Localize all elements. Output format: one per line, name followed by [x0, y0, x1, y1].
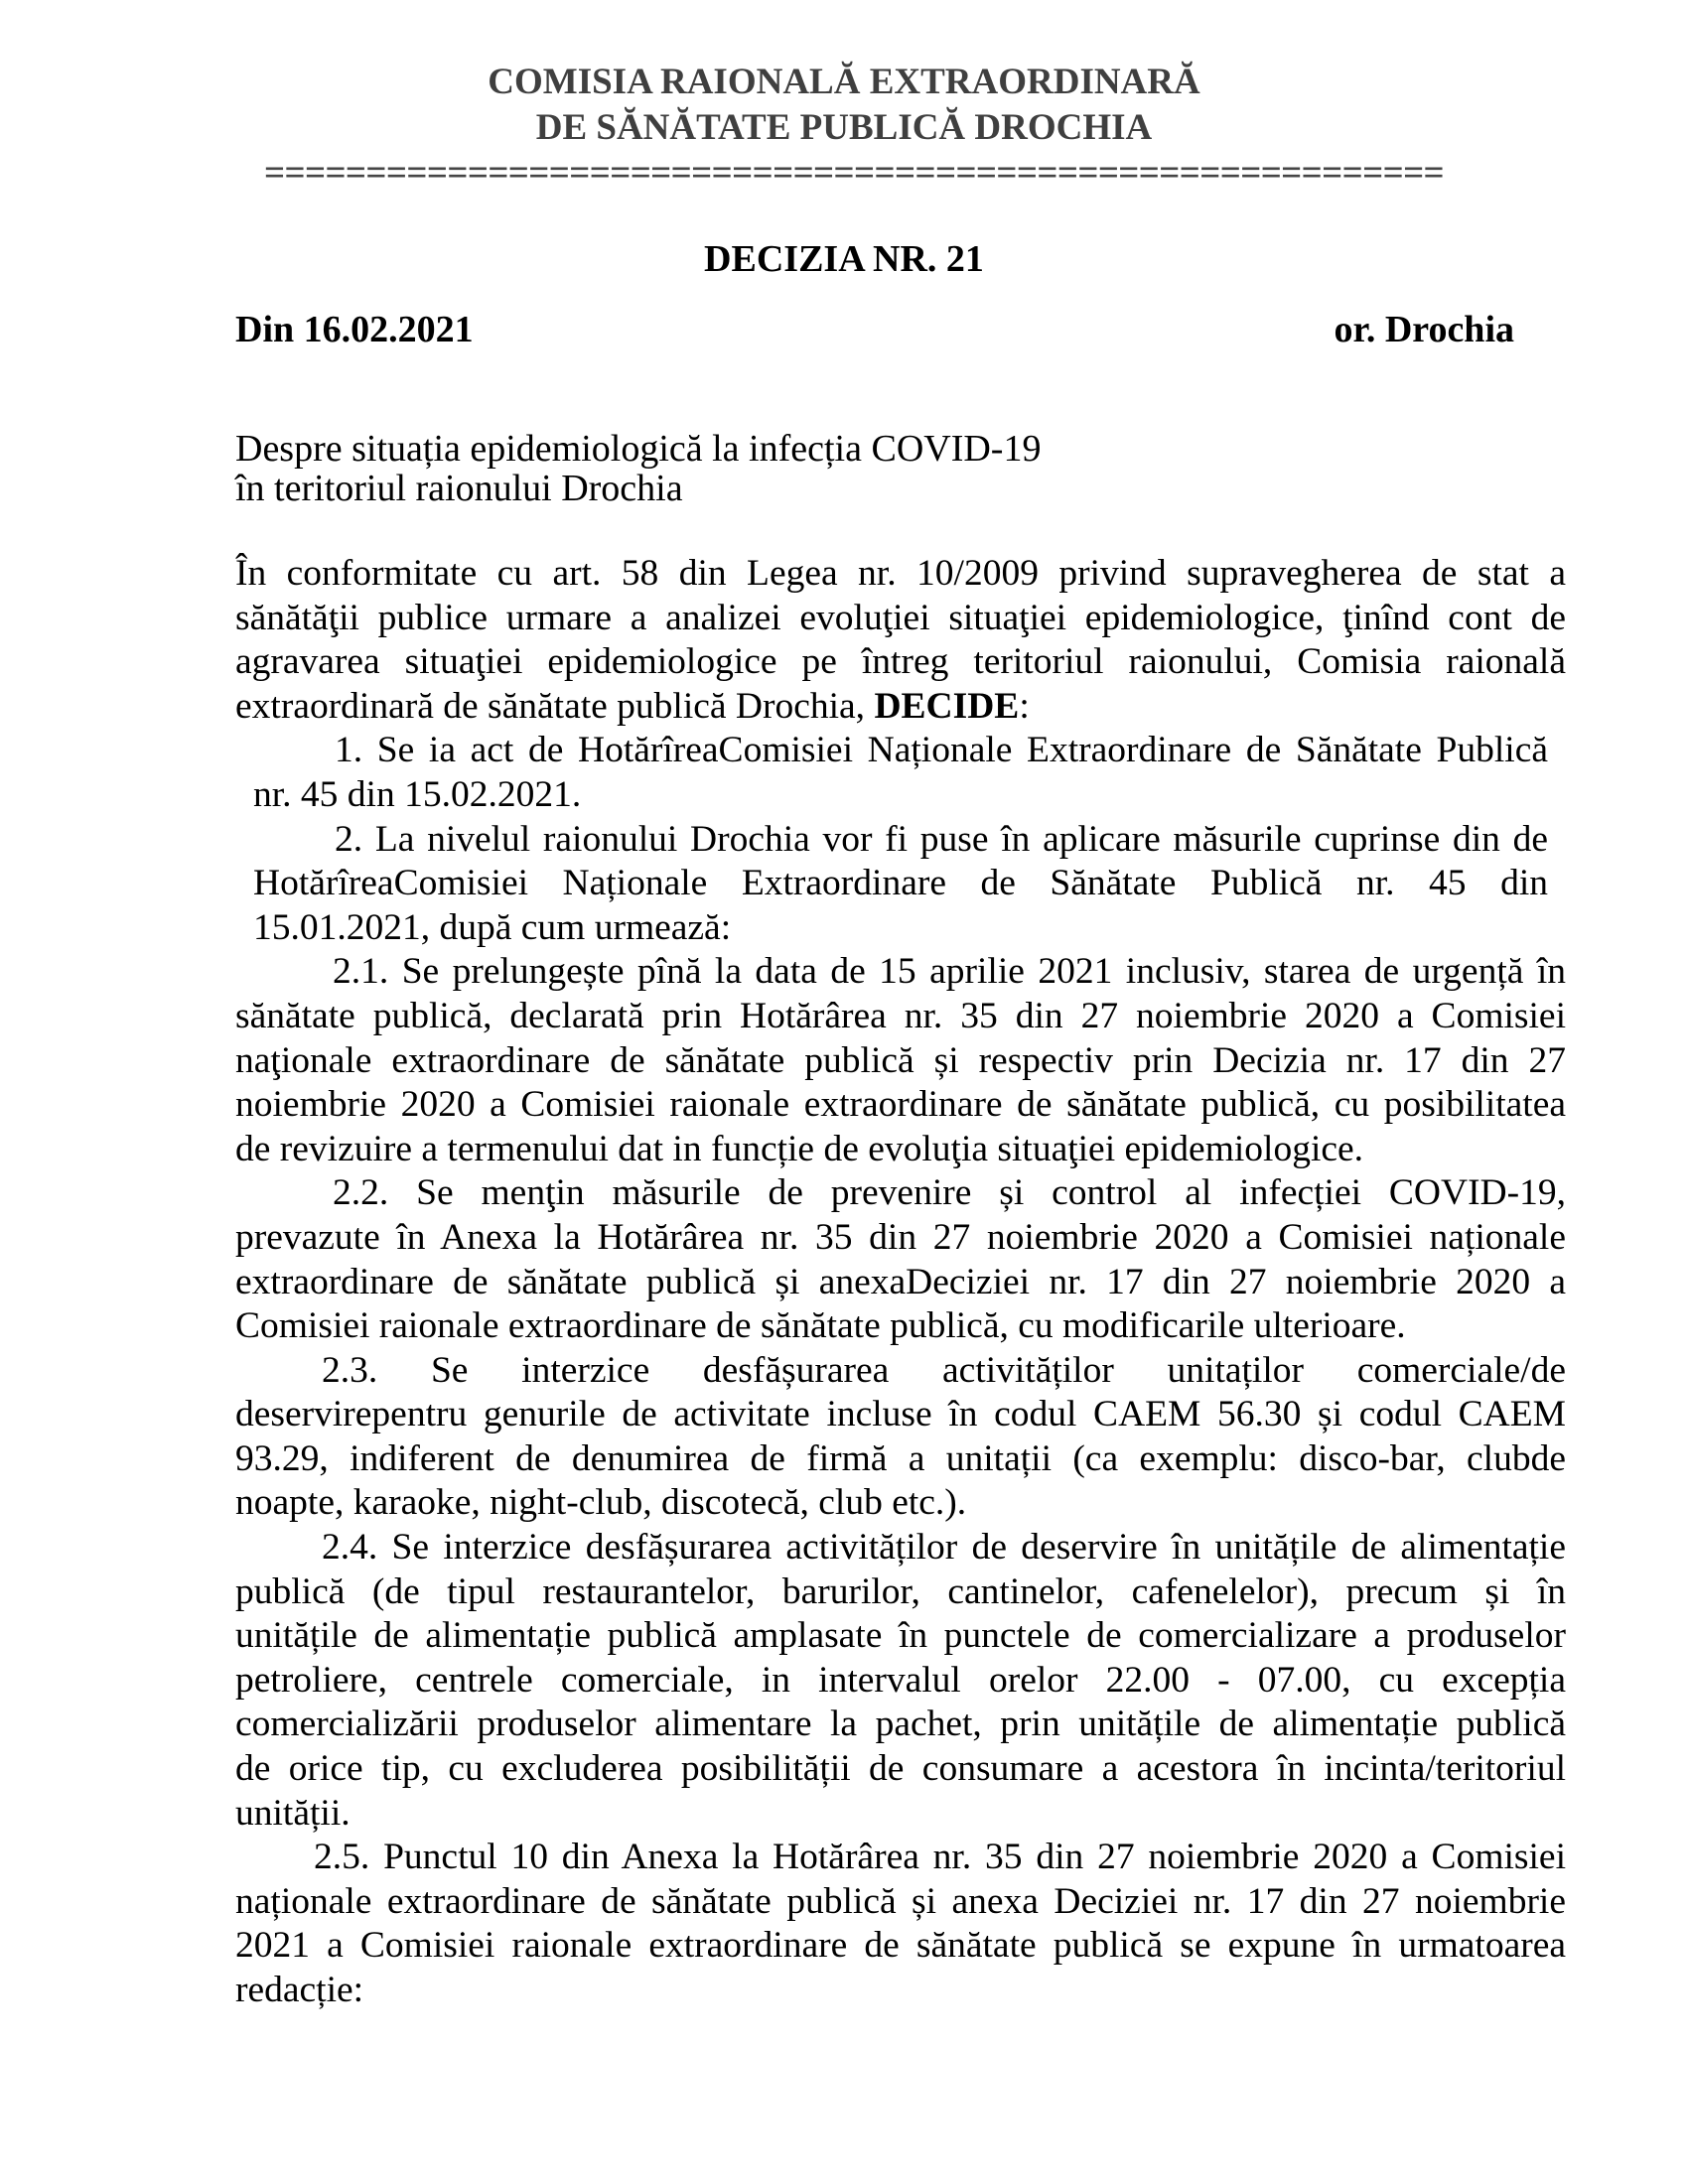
preamble-paragraph: [235, 552, 1566, 729]
issuer-name-line1: COMISIA RAIONALĂ EXTRAORDINARĂ: [488, 62, 1200, 102]
decision-item-2-5: [235, 1836, 1566, 2012]
text-line: agravarea situaţiei epidemiologice pe întreg teritoriul raionului, Comisia raională: [235, 641, 1566, 683]
subject-line: Despre situația epidemiologică la infecția COVID-19: [235, 428, 1042, 470]
decision-item-2-2: [235, 1171, 1566, 1348]
decide-keyword: DECIDE: [874, 685, 1020, 727]
text-line: 2.4. Se interzice desfășurarea activităților de deservire în unitățile de alimentație: [322, 1527, 1566, 1569]
text-line: naționale extraordinare de sănătate publică și anexa Deciziei nr. 17 din 27 noiembrie: [235, 1880, 1566, 1922]
text-line: unității.: [235, 1792, 351, 1834]
text-line: HotărîreaComisiei Naționale Extraordinare de Sănătate Publică nr. 45 din: [253, 863, 1548, 904]
header-separator: ==========================================================: [264, 159, 1445, 189]
text-line: 93.29, indiferent de denumirea de firmă a unitații (ca exemplu: disco-bar, clubde: [235, 1437, 1566, 1479]
decision-place: or. Drochia: [1334, 309, 1514, 350]
decision-item-2: [235, 818, 1566, 951]
text-line: redacție:: [235, 1970, 364, 2010]
text-line: 2.3. Se interzice desfășurarea activităților unitaților comerciale/de: [322, 1349, 1566, 1391]
text-line: În conformitate cu art. 58 din Legea nr. 10/2009 privind supravegherea de stat a: [235, 553, 1566, 594]
text-line: noapte, karaoke, night-club, discotecă, club etc.).: [235, 1482, 967, 1524]
text-line: 2.1. Se prelungește pînă la data de 15 aprilie 2021 inclusiv, starea de urgență în: [333, 951, 1566, 993]
decision-item-2-4: [235, 1526, 1566, 1836]
text-line: comercializării produselor alimentare la pachet, prin unitățile de alimentație publică: [235, 1704, 1566, 1745]
text-line: 2.5. Punctul 10 din Anexa la Hotărârea nr. 35 din 27 noiembrie 2020 a Comisiei: [314, 1837, 1566, 1878]
text-line: 2021 a Comisiei raionale extraordinare de sănătate publică se expune în urmatoarea: [235, 1925, 1566, 1967]
text-line: unitățile de alimentație publică amplasate în punctele de comercializare a produselor: [235, 1615, 1566, 1657]
text-line: noiembrie 2020 a Comisiei raionale extraordinare de sănătate publică, cu posibilitatea: [235, 1084, 1566, 1126]
text-line: de orice tip, cu excluderea posibilității de consumare a acestora în incinta/teritoriul: [235, 1748, 1566, 1790]
text-line: extraordinare de sănătate publică și anexaDeciziei nr. 17 din 27 noiembrie 2020 a: [235, 1261, 1566, 1302]
subject-line: în teritoriul raionului Drochia: [235, 468, 683, 509]
text-line: Comisiei raionale extraordinare de sănătate publică, cu modificarile ulterioare.: [235, 1305, 1406, 1347]
decision-date: Din 16.02.2021: [235, 309, 474, 350]
text-line: 1. Se ia act de HotărîreaComisiei Naționale Extraordinare de Sănătate Publică: [335, 730, 1548, 771]
text-line: 2. La nivelul raionului Drochia vor fi puse în aplicare măsurile cuprinse din de: [335, 818, 1548, 860]
text-line: 15.01.2021, după cum urmează:: [253, 906, 732, 948]
text-line: prevazute în Anexa la Hotărârea nr. 35 din 27 noiembrie 2020 a Comisiei naționale: [235, 1216, 1566, 1258]
text-line: naţionale extraordinare de sănătate publică și respectiv prin Decizia nr. 17 din 27: [235, 1039, 1566, 1081]
text-line: extraordinară de sănătate publică Drochia, DECIDE:: [235, 685, 1030, 727]
text-line: deservirepentru genurile de activitate incluse în codul CAEM 56.30 și codul CAEM: [235, 1394, 1566, 1435]
issuer-name-line2: DE SĂNĂTATE PUBLICĂ DROCHIA: [535, 107, 1153, 148]
text-line: publică (de tipul restaurantelor, barurilor, cantinelor, cafenelelor), precum și în: [235, 1570, 1566, 1612]
decision-item-1: [235, 729, 1566, 817]
text-line: sănătate publică, declarată prin Hotărârea nr. 35 din 27 noiembrie 2020 a Comisiei: [235, 995, 1566, 1036]
decision-body: [235, 552, 1566, 2013]
text-line: 2.2. Se menţin măsurile de prevenire și control al infecției COVID-19,: [333, 1172, 1566, 1214]
text-line: de revizuire a termenului dat in funcție de evoluţia situaţiei epidemiologice.: [235, 1128, 1364, 1169]
text-line: petroliere, centrele comerciale, in intervalul orelor 22.00 - 07.00, cu excepția: [235, 1659, 1566, 1701]
decision-item-2-3: [235, 1349, 1566, 1526]
text-line: nr. 45 din 15.02.2021.: [253, 773, 582, 815]
decision-item-2-1: [235, 950, 1566, 1171]
decision-subject: [235, 429, 1041, 508]
text-line: sănătăţii publice urmare a analizei evoluţiei situaţiei epidemiologice, ţinînd cont de: [235, 597, 1566, 638]
decision-title: DECIZIA NR. 21: [704, 238, 984, 280]
